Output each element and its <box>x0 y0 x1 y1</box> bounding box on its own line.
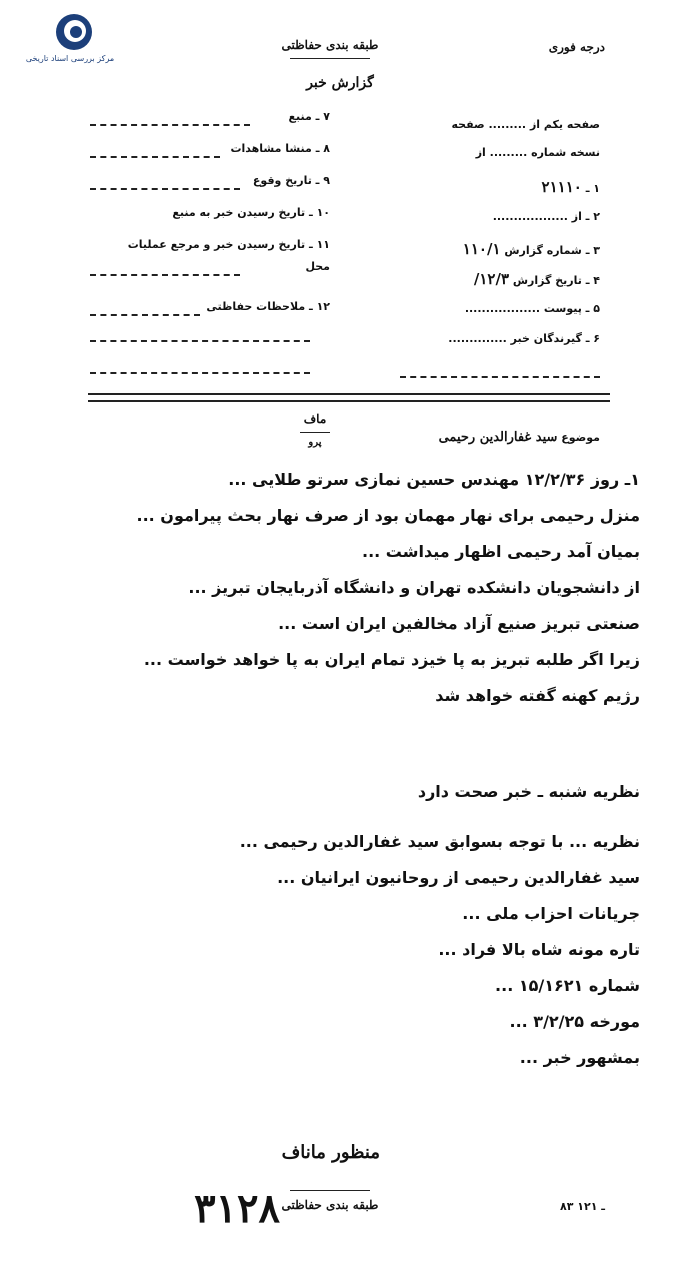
subject-line: موضوع سید غفارالدین رحیمی <box>438 430 600 445</box>
body-line-3: بمیان آمد رحیمی اظهار میداشت ... <box>361 542 640 561</box>
right-field-7: ۵ ـ پیوست .................. <box>464 302 600 315</box>
right-field-2: نسخه شماره ......... از <box>475 146 600 159</box>
urgency-label: درجه فوری <box>548 40 605 54</box>
right-field-5: ۳ ـ شماره گزارش ۱۱۰/۱ <box>462 240 600 258</box>
body2-line-2: سید غفارالدین رحیمی از روحانیون ایرانیان ... <box>277 868 640 887</box>
classification-bottom: طبقه بندی حفاظتی <box>281 1198 379 1212</box>
left-field-place: محل <box>305 260 330 273</box>
code-1: ماف <box>303 412 327 426</box>
body2-line-4: تاره مونه شاه بالا فراد ... <box>438 940 640 959</box>
body2-line-7: بمشهور خبر ... <box>519 1048 640 1067</box>
left-field-8: ۸ ـ منشا مشاهدات <box>230 142 330 155</box>
left-field-9: ۹ ـ تاریخ وقوع <box>252 174 330 187</box>
body2-line-1: نظریه ... با توجه بسوابق سید غفارالدین رحیمی ... <box>239 832 640 851</box>
body2-line-5: شماره ۱۵/۱۶۲۱ ... <box>495 976 640 995</box>
body2-line-6: مورخه ۳/۲/۲۵ ... <box>509 1012 640 1031</box>
body-line-6: زیرا اگر طلبه تبریز به پا خیزد تمام ایران به پا خواهد خواست ... <box>143 650 640 669</box>
right-field-3: ۱ ـ ۲۱۱۱۰ <box>541 178 600 196</box>
archive-logo <box>20 12 120 72</box>
right-field-1: صفحه یکم از ......... صفحه <box>451 118 600 131</box>
left-field-7: ۷ ـ منبع <box>288 110 330 123</box>
left-field-11: ۱۱ ـ تاریخ رسیدن خبر و مرجع عملیات <box>127 238 330 251</box>
form-code: ۸۳ ـ ۱۲۱ <box>560 1200 606 1213</box>
left-field-12: ۱۲ ـ ملاحظات حفاظتی <box>206 300 330 313</box>
code-2: پرو <box>308 437 322 448</box>
report-title: گزارش خبر <box>306 75 374 91</box>
classification-top: طبقه بندی حفاظتی <box>281 38 379 52</box>
signature: منظور ماناف <box>281 1142 380 1163</box>
body-line-2: منزل رحیمی برای نهار مهمان بود از صرف نهار بحث پیرامون ... <box>136 506 640 525</box>
assessment-line: نظریه شنبه ـ خبر صحت دارد <box>417 782 640 801</box>
left-field-10: ۱۰ ـ تاریخ رسیدن خبر به منبع <box>172 206 330 219</box>
right-field-8: ۶ ـ گیرندگان خبر .............. <box>448 332 600 345</box>
right-field-4: ۲ ـ از .................. <box>492 210 600 223</box>
body2-line-3: جریانات احزاب ملی ... <box>462 904 640 923</box>
page-number: ۳۱۲۸ <box>194 1185 280 1232</box>
body-line-4: از دانشجویان دانشکده تهران و دانشگاه آذربایجان تبریز ... <box>188 578 640 597</box>
body-line-5: صنعتی تبریز صنیع آزاد مخالفین ایران است ... <box>278 614 640 633</box>
body-line-7: رژیم کهنه گفته خواهد شد <box>435 686 640 705</box>
body-line-1: ۱ـ روز ۱۲/۲/۳۶ مهندس حسین نمازی سرتو طلایی ... <box>228 470 640 489</box>
right-field-6: ۴ ـ تاریخ گزارش ۱۲/۳/ <box>473 270 600 288</box>
logo-caption: مرکز بررسی اسناد تاریخی <box>25 54 115 63</box>
